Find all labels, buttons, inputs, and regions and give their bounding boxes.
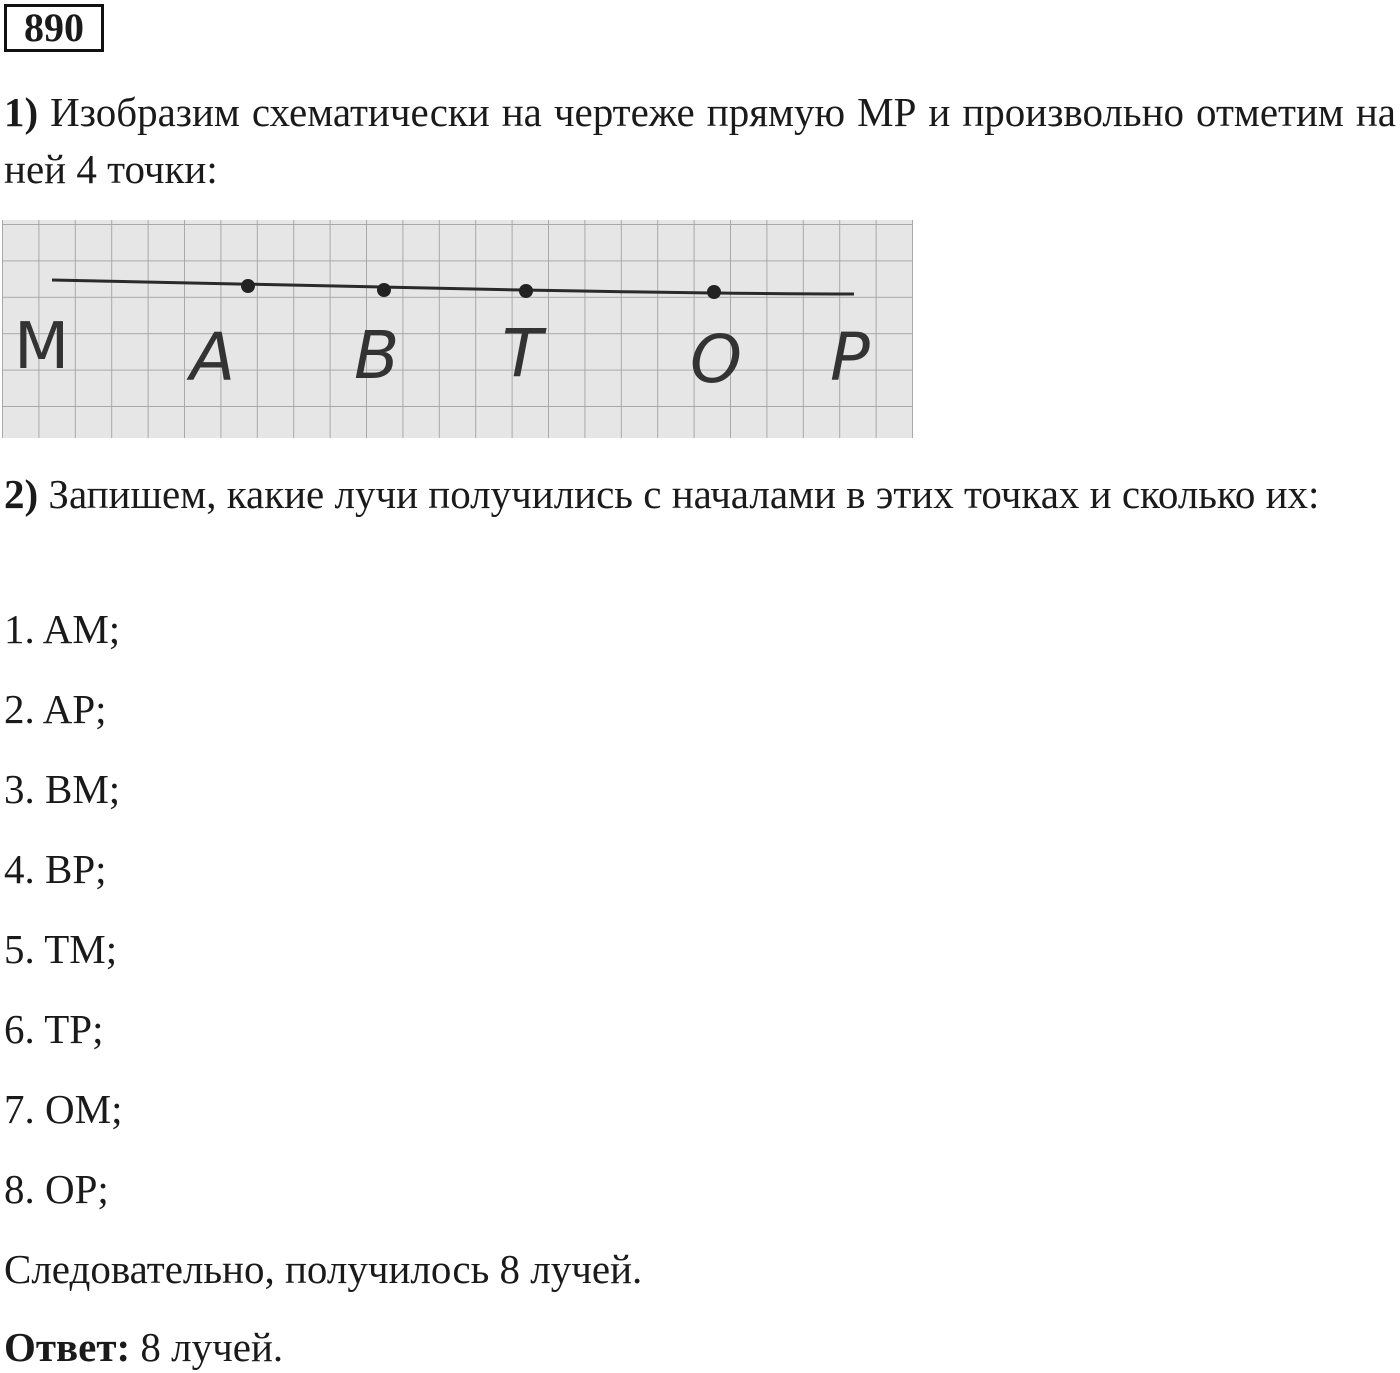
- point-a-dot: [241, 279, 255, 293]
- step2-text: Запишем, какие лучи получились с началами в этих точках и сколько их:: [38, 471, 1320, 517]
- step1-label: 1): [4, 89, 39, 135]
- label-a: A: [190, 319, 236, 396]
- ray-item: 7. OM;: [4, 1086, 123, 1132]
- ray-item: 4. BP;: [4, 846, 107, 892]
- label-b: B: [354, 317, 400, 394]
- line-drawing: [2, 220, 913, 438]
- grid-paper: [2, 220, 913, 438]
- point-o-dot: [707, 285, 721, 299]
- ray-item: 6. TP;: [4, 1006, 104, 1052]
- ray-item: 5. TM;: [4, 926, 118, 972]
- grid-figure: [2, 220, 913, 438]
- ray-item: 3. BM;: [4, 766, 121, 812]
- point-t-dot: [519, 284, 533, 298]
- answer-text: 8 лучей.: [130, 1324, 284, 1370]
- ray-item: 1. AM;: [4, 606, 121, 652]
- label-m: M: [14, 310, 70, 384]
- ray-item: 8. OP;: [4, 1166, 109, 1212]
- label-p: P: [830, 319, 870, 396]
- answer: [4, 1322, 283, 1372]
- label-o: O: [690, 321, 742, 398]
- answer-label: Ответ:: [4, 1324, 131, 1370]
- problem-number: 890: [4, 4, 104, 52]
- step2-paragraph: [4, 466, 1396, 523]
- ray-item: 2. AP;: [4, 686, 107, 732]
- step2-label: 2): [4, 471, 39, 517]
- step1-text: Изобразим схематически на чертеже прямую МР и произвольно отметим на ней 4 точки:: [4, 89, 1396, 192]
- step1-paragraph: [4, 84, 1396, 198]
- conclusion: Следовательно, получилось 8 лучей.: [4, 1246, 643, 1292]
- label-t: T: [502, 315, 543, 392]
- point-b-dot: [377, 283, 391, 297]
